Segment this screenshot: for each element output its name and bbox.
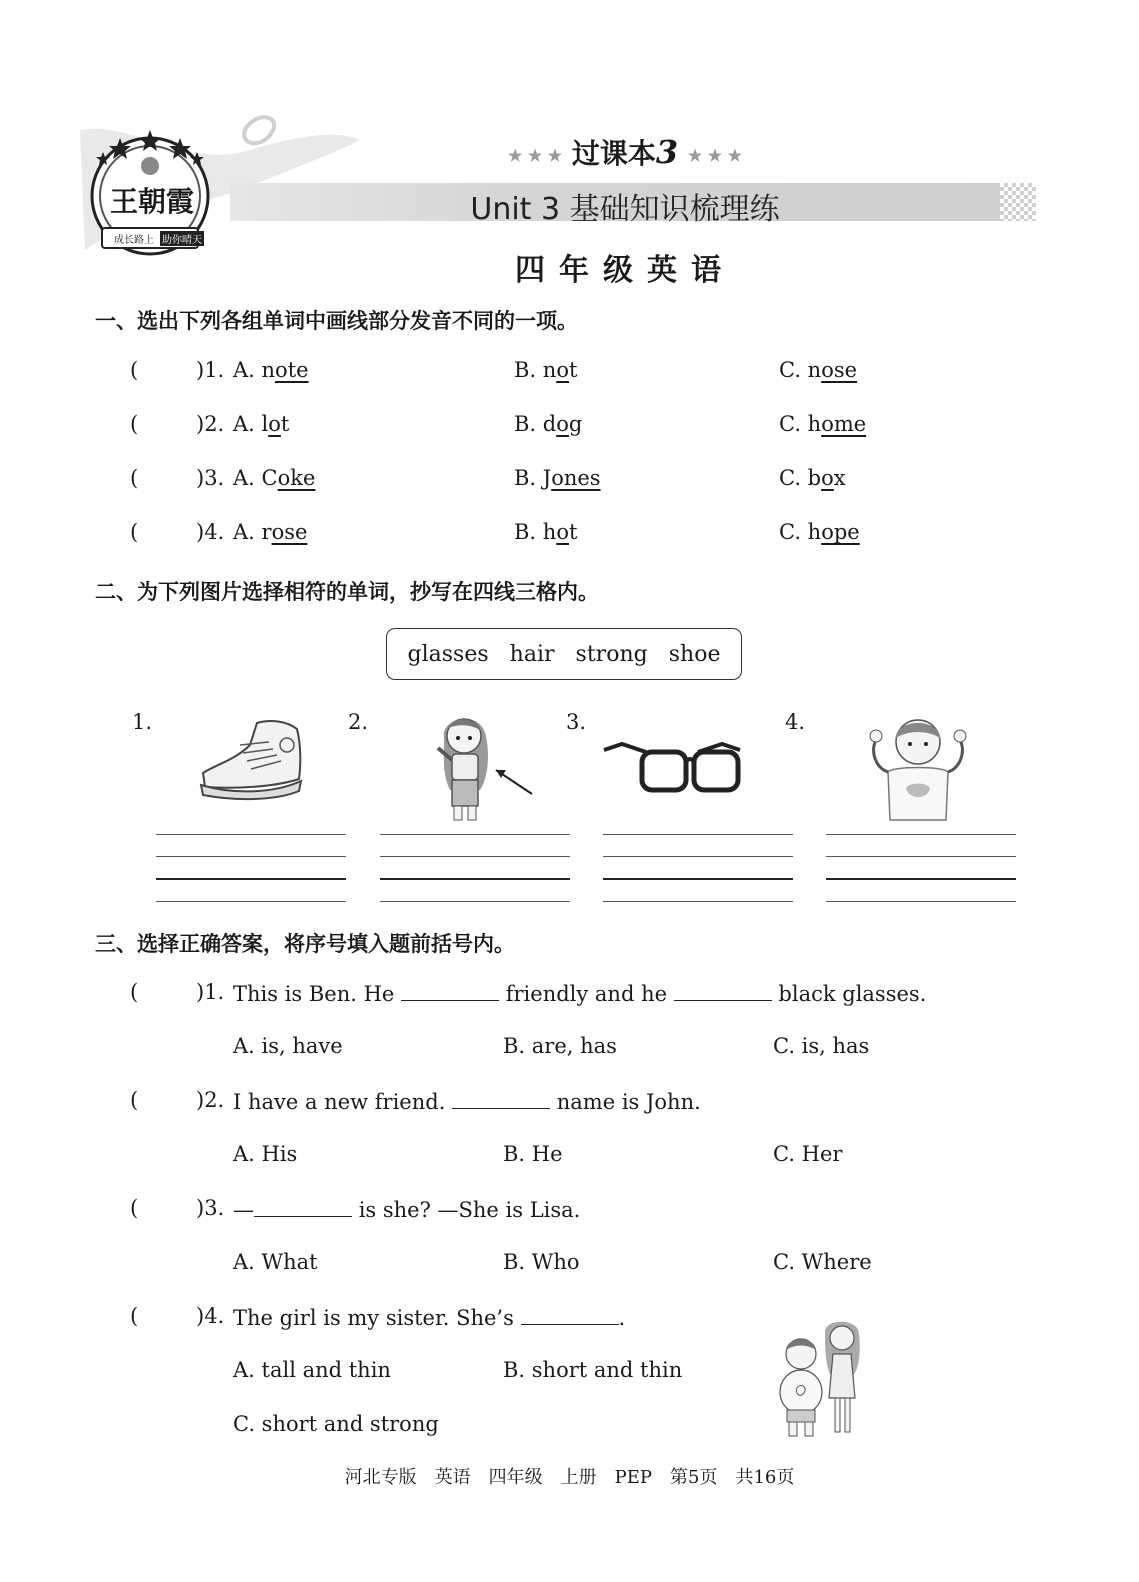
word-bank	[386, 628, 742, 680]
option-a: A. is, have	[233, 1034, 343, 1058]
course-number: 3	[655, 133, 679, 171]
s1-q1	[130, 358, 1030, 388]
s3-q4-options	[233, 1358, 833, 1388]
s3-q1	[130, 980, 1030, 1010]
word-bank-item: glasses	[407, 641, 489, 667]
option-c: C. nose	[779, 358, 858, 382]
option-b: B. dog	[514, 412, 583, 436]
boy-and-girl-icon	[775, 1318, 870, 1443]
option-b: B. He	[503, 1142, 563, 1166]
option-b: B. not	[514, 358, 578, 382]
option-c: C. box	[779, 466, 846, 490]
page-footer: 河北专版 英语 四年级 上册 PEP 第5页 共16页	[344, 1467, 795, 1488]
s3-q4	[130, 1304, 1030, 1334]
answer-blank[interactable]	[452, 1088, 550, 1109]
option-b: B. Jones	[514, 466, 601, 490]
logo-name: 王朝霞	[110, 185, 195, 218]
header	[0, 0, 1139, 300]
answer-paren[interactable]: (	[130, 520, 139, 544]
option-a: A. lot	[233, 412, 290, 436]
word-bank-item: hair	[509, 641, 555, 667]
writing-lines-4[interactable]	[826, 834, 1016, 900]
word-bank-item: shoe	[668, 641, 721, 667]
question-text: — is she? —She is Lisa.	[233, 1198, 581, 1222]
s3-q2-options	[233, 1142, 1033, 1172]
question-number: )2.	[196, 1088, 225, 1112]
s3-q3-options	[233, 1250, 1033, 1280]
star-right-icon: ★ ★ ★	[687, 146, 743, 165]
option-c: C. short and strong	[233, 1412, 439, 1436]
picture-number: 4.	[785, 710, 806, 734]
sneaker-icon	[195, 715, 307, 803]
s3-q2	[130, 1088, 1030, 1118]
option-b: B. are, has	[503, 1034, 617, 1058]
writing-lines-2[interactable]	[380, 834, 570, 900]
course-label: 过课本	[571, 137, 656, 170]
question-number: )1.	[196, 358, 225, 382]
question-number: )3.	[196, 1196, 225, 1220]
answer-paren[interactable]: (	[130, 358, 139, 382]
s3-q1-options	[233, 1034, 1033, 1064]
question-number: )2.	[196, 412, 225, 436]
answer-paren[interactable]: (	[130, 1304, 139, 1328]
banner-checker-pattern	[1000, 183, 1036, 221]
option-a: A. tall and thin	[233, 1358, 391, 1382]
s1-q3	[130, 466, 1030, 496]
picture-number: 2.	[348, 710, 369, 734]
question-text: The girl is my sister. She’s .	[233, 1306, 626, 1330]
section2-title: 二、为下列图片选择相符的单词，抄写在四线三格内。	[95, 579, 599, 604]
question-number: )4.	[196, 520, 225, 544]
logo-motto-right: 助你晴天	[160, 231, 204, 246]
option-a: A. What	[233, 1250, 318, 1274]
option-c: C. home	[779, 412, 867, 436]
writing-lines-1[interactable]	[156, 834, 346, 900]
s3-q4-option-c	[233, 1412, 633, 1442]
writing-lines-3[interactable]	[603, 834, 793, 900]
question-number: )3.	[196, 466, 225, 490]
s1-q4	[130, 520, 1030, 550]
option-c: C. is, has	[773, 1034, 870, 1058]
star-left-icon: ★ ★ ★	[507, 146, 563, 165]
glasses-icon	[600, 740, 744, 796]
option-b: B. Who	[503, 1250, 580, 1274]
option-c: C. Her	[773, 1142, 843, 1166]
option-b: B. short and thin	[503, 1358, 683, 1382]
picture-number: 3.	[566, 710, 587, 734]
option-c: C. hope	[779, 520, 860, 544]
answer-paren[interactable]: (	[130, 466, 139, 490]
section1-title: 一、选出下列各组单词中画线部分发音不同的一项。	[95, 308, 578, 333]
course-tag	[480, 132, 770, 172]
answer-paren[interactable]: (	[130, 980, 139, 1004]
option-b: B. hot	[514, 520, 578, 544]
answer-blank[interactable]	[254, 1196, 352, 1217]
word-bank-item: strong	[575, 641, 648, 667]
s3-q3	[130, 1196, 1030, 1226]
strong-boy-icon	[862, 712, 974, 824]
grade-title: 四年级英语	[515, 253, 735, 288]
section3-title: 三、选择正确答案，将序号填入题前括号内。	[95, 931, 515, 956]
answer-blank[interactable]	[521, 1304, 619, 1325]
question-number: )1.	[196, 980, 225, 1004]
question-number: )4.	[196, 1304, 225, 1328]
answer-paren[interactable]: (	[130, 1196, 139, 1220]
picture-number: 1.	[132, 710, 153, 734]
s1-q2	[130, 412, 1030, 442]
option-a: A. His	[233, 1142, 298, 1166]
option-a: A. rose	[233, 520, 308, 544]
question-text: I have a new friend. name is John.	[233, 1090, 701, 1114]
option-a: A. Coke	[233, 466, 316, 490]
option-a: A. note	[233, 358, 309, 382]
option-c: C. Where	[773, 1250, 872, 1274]
logo-motto-left: 成长路上	[114, 235, 154, 246]
answer-paren[interactable]: (	[130, 412, 139, 436]
girl-long-hair-icon	[430, 708, 540, 828]
answer-blank[interactable]	[674, 980, 772, 1001]
answer-blank[interactable]	[401, 980, 499, 1001]
unit-title: Unit 3 基础知识梳理练	[470, 192, 780, 227]
question-text: This is Ben. He friendly and he black glasses.	[233, 982, 927, 1006]
answer-paren[interactable]: (	[130, 1088, 139, 1112]
